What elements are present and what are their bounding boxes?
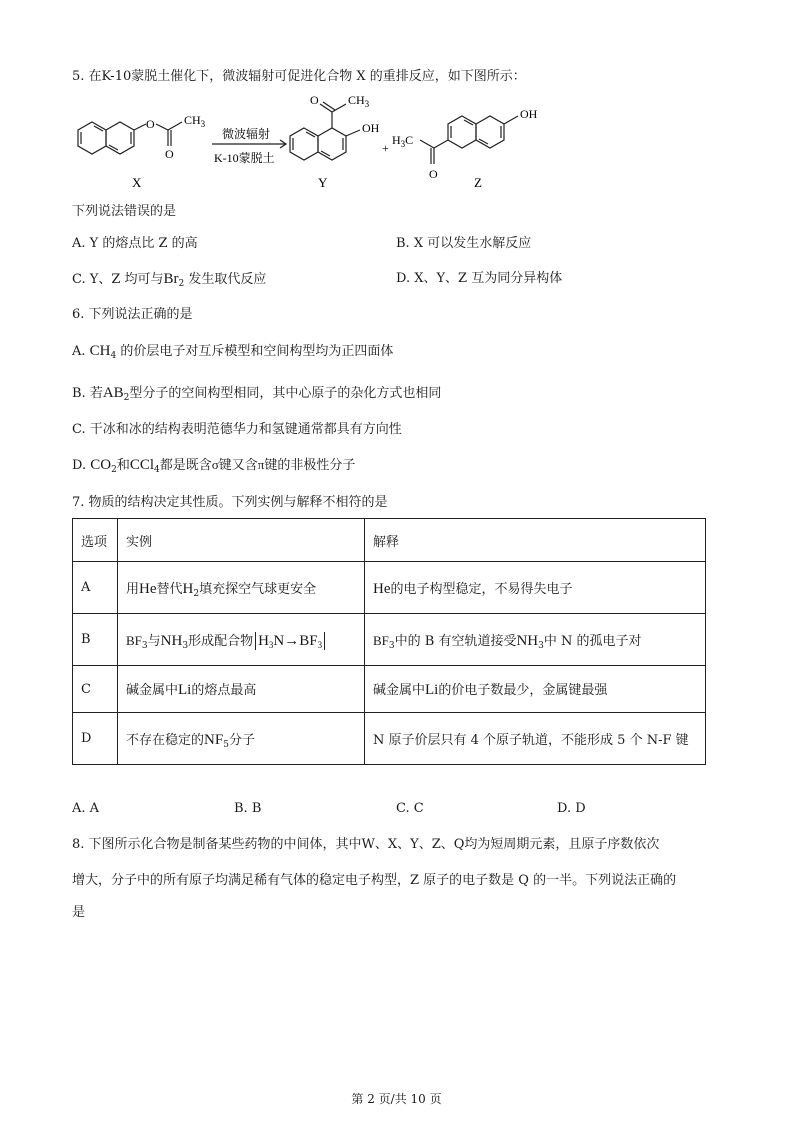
y-ch3: $CH_3$ (348, 93, 370, 109)
row-b-example (118, 614, 365, 666)
q7-table (72, 518, 706, 765)
q5-stem: 5. 在K-10蒙脱土催化下，微波辐射可促进化合物 X 的重排反应，如下图所示： (72, 69, 526, 84)
q6-option-d[interactable] (72, 456, 355, 475)
q7-answer-c[interactable]: C. C (396, 801, 424, 816)
arrow-top-label: 微波辐射 (222, 127, 271, 141)
label-y: Y (318, 175, 328, 190)
z-h3c: $H_3C$ (392, 133, 414, 149)
q5-option-c-post: 发生取代反应 (184, 272, 267, 287)
q6-d-mid: 和 (116, 458, 130, 473)
row-d-explanation: N 原子价层只有 4 个原子轨道，不能形成 5 个 N-F 键 (365, 713, 706, 765)
q5-option-c-chem: Br (163, 271, 179, 287)
q6-b-pre: B. 若 (72, 386, 103, 401)
row-d-ex-nf5-sub: 5 (223, 739, 229, 750)
q6-a-post: 的价层电子对互斥模型和空间构型均为正四面体 (116, 344, 394, 359)
row-b-complex-h-sub: 3 (268, 639, 274, 650)
q6-a-pre: A. (72, 344, 86, 359)
row-b-ex-mid2: 形成配合物 (188, 633, 254, 649)
row-c-ex-post: 的熔点最高 (191, 683, 257, 698)
q6-d-pi: π (257, 457, 265, 472)
row-b-ex-mid: 与 (147, 633, 161, 649)
q6-d-pre: D. (72, 458, 87, 473)
row-a-ex-mid: 替代 (156, 581, 183, 597)
q6-b-post: 型分子的空间构型相同，其中心原子的杂化方式也相同 (129, 386, 442, 401)
row-b-ex-complex (255, 632, 325, 650)
x-ch3: $CH_3$ (184, 113, 206, 129)
row-b-complex-arrow: → (284, 632, 300, 649)
q6-option-b[interactable] (72, 384, 441, 403)
row-b-complex-n: N (273, 632, 285, 649)
row-b-complex-bf-sub: 3 (317, 639, 323, 650)
q5-option-d[interactable]: D. X、Y、Z 互为同分异构体 (396, 271, 563, 286)
q8-line-3: 是 (72, 905, 86, 920)
row-c-why-pre: 碱金属中 (373, 683, 426, 698)
row-b-ex-bf3-sub: 3 (141, 640, 148, 651)
row-c-explanation (365, 666, 706, 713)
table-row (73, 713, 706, 765)
table-row (73, 562, 706, 614)
q6-b-chem: AB (102, 385, 124, 401)
row-c-why-post: 的价电子数最少，金属键最强 (438, 683, 608, 698)
row-a-why-post: 的电子构型稳定，不易得失电子 (390, 581, 573, 597)
q6-a-chem: CH (89, 343, 111, 359)
row-a-why-he: He (373, 580, 391, 597)
row-c-example (118, 666, 365, 713)
z-oh: OH (520, 107, 538, 121)
y-acetyl-o: O (310, 93, 319, 107)
header-example: 实例 (118, 519, 365, 562)
q6-d-sigma: σ (211, 457, 219, 472)
table-row (73, 614, 706, 666)
q5-option-c-sub: 2 (178, 279, 185, 289)
row-a-explanation (365, 562, 706, 614)
q8-line-2: 增大，分子中的所有原子均满足稀有气体的稳定电子构型，Z 原子的电子数是 Q 的一半。下列说法正确的 (72, 873, 677, 888)
z-acetyl-o: O (429, 167, 438, 181)
q5-option-b[interactable]: B. X 可以发生水解反应 (396, 236, 532, 251)
row-a-ex-he: He (139, 580, 157, 597)
row-b-explanation (365, 614, 706, 666)
row-b-ex-nh3-sub: 3 (182, 640, 189, 651)
q6-d-sub2: 4 (154, 465, 160, 475)
q5-option-c-pre: C. Y、Z 均可与 (72, 272, 164, 287)
page-footer: 第 2 页/共 10 页 (351, 1092, 442, 1106)
x-ester-o: O (146, 117, 155, 131)
row-b-ex-nh3: NH (160, 632, 183, 649)
q6-option-a[interactable] (72, 342, 393, 361)
arrow-bottom-label: K-10蒙脱土 (214, 151, 275, 165)
row-b-option: B (73, 614, 118, 666)
q6-d-mid3: 键又含 (218, 458, 258, 473)
row-a-ex-h2-sub: 2 (193, 588, 200, 599)
row-b-why-post: 中 N 的孤电子对 (543, 633, 642, 649)
q7-answer-d[interactable]: D. D (557, 801, 586, 816)
row-d-option: D (73, 713, 118, 765)
q6-d-chem2: CCl (129, 457, 155, 473)
plus-sign: + (382, 141, 389, 155)
row-d-ex-pre: 不存在稳定的 (126, 732, 205, 748)
row-d-example (118, 713, 365, 765)
row-b-complex-bf: BF (299, 632, 318, 649)
y-oh: OH (362, 121, 380, 135)
label-x: X (132, 175, 142, 190)
x-ester-o2: O (165, 147, 174, 161)
q6-d-sub1: 2 (111, 465, 117, 475)
row-a-ex-pre: 用 (126, 581, 140, 597)
row-c-ex-li: Li (178, 682, 192, 698)
q6-option-c[interactable]: C. 干冰和冰的结构表明范德华力和氢键通常都具有方向性 (72, 422, 402, 437)
q6-d-post: 键的非极性分子 (264, 458, 356, 473)
table-row (73, 666, 706, 713)
q6-b-sub: 2 (123, 393, 130, 403)
q7-stem: 7. 物质的结构决定其性质。下列实例与解释不相符的是 (72, 495, 388, 510)
row-c-option: C (73, 666, 118, 713)
q6-d-mid2: 都是既含 (159, 458, 212, 473)
row-b-why-nh3-sub: 3 (538, 640, 544, 651)
row-b-why-mid: 中的 B 有空轨道接受 (394, 633, 517, 649)
q6-a-sub: 4 (110, 351, 117, 361)
q6-d-chem1: CO (90, 457, 112, 473)
label-z: Z (474, 175, 482, 190)
header-explanation: 解释 (365, 519, 706, 562)
q7-answer-a[interactable]: A. A (72, 801, 100, 816)
table-header-row (73, 519, 706, 562)
row-b-complex-h: H (258, 632, 269, 649)
row-b-why-bf3: BF (373, 632, 389, 648)
q5-prompt: 下列说法错误的是 (72, 204, 177, 219)
row-d-ex-post: 分子 (228, 732, 255, 748)
row-a-ex-post: 填充探空气球更安全 (199, 581, 317, 597)
row-d-ex-nf5: NF (204, 731, 224, 748)
q8-line-1: 8. 下图所示化合物是制备某些药物的中间体，其中W、X、Y、Z、Q均为短周期元素，且原子序数依次 (72, 837, 660, 852)
row-b-why-nh3: NH (516, 632, 539, 649)
header-option: 选项 (73, 519, 118, 562)
row-a-option: A (73, 562, 118, 614)
q5-option-a[interactable]: A. Y 的熔点比 Z 的高 (72, 236, 198, 251)
reaction-scheme (60, 88, 570, 200)
q5-option-c[interactable] (72, 270, 266, 289)
row-b-why-bf3-sub: 3 (388, 640, 395, 651)
row-a-ex-h2: H (182, 580, 194, 597)
row-b-ex-bf3: BF (126, 632, 142, 648)
q7-answer-b[interactable]: B. B (234, 801, 262, 816)
row-a-example (118, 562, 365, 614)
row-c-ex-pre: 碱金属中 (126, 683, 179, 698)
q6-stem: 6. 下列说法正确的是 (72, 307, 193, 322)
row-c-why-li: Li (425, 682, 439, 698)
